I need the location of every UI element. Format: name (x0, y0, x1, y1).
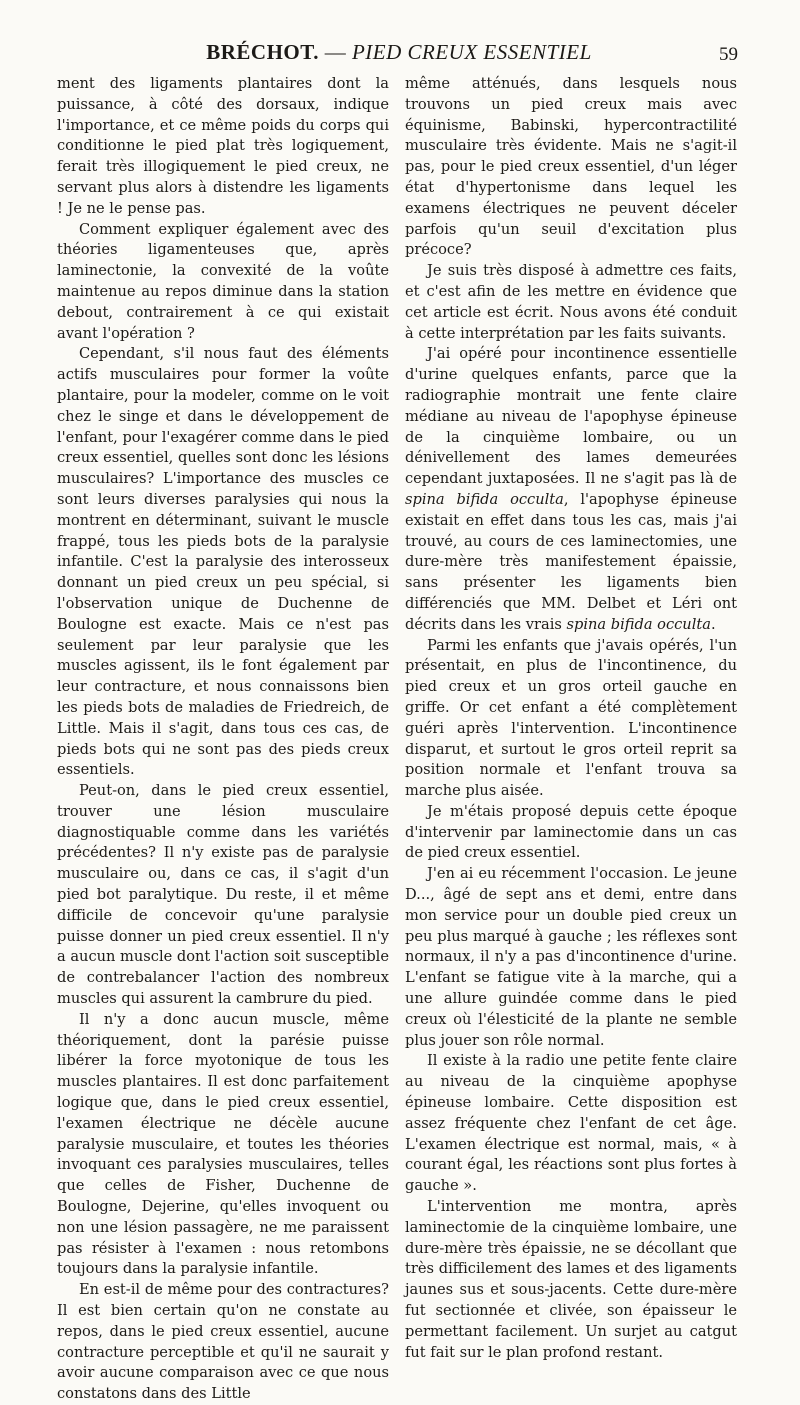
text-run: même atténués, dans lesquels nous trouvons un pied creux mais avec équinisme, Babinski, hypercontractilité musculaire très évidente. Mais ne s'agit-il pas, pour le pied creux essentiel, d'un léger état d'hypertonisme dans lequel les examens électriques ne peuvent déceler parfois qu'un seuil d'excitation plus précoce? (405, 75, 737, 259)
paragraph (57, 1010, 389, 1280)
paragraph (57, 781, 389, 1010)
text-run: Comment expliquer également avec des théories ligamenteuses que, après laminectonie, la convexité de la voûte maintenue au repos diminue dans la station debout, contrairement à ce qui existait avant l'opération ? (57, 220, 389, 342)
text-run: Il existe à la radio une petite fente claire au niveau de la cinquième apophyse épineuse lombaire. Cette disposition est assez fréquente chez l'enfant de cet âge. L'examen électrique est normal, mais, « à courant égal, les réactions sont plus fortes à gauche ». (405, 1052, 737, 1195)
paragraph (405, 74, 737, 261)
header-author: BRÉCHOT. (206, 40, 319, 64)
text-run: Je m'étais proposé depuis cette époque d'intervenir par laminectomie dans un cas de pied creux essentiel. (405, 802, 737, 862)
page-number: 59 (719, 44, 738, 65)
text-run: J'ai opéré pour incontinence essentielle d'urine quelques enfants, parce que la radiographie montrait une fente claire médiane au niveau de l'apophyse épineuse de la cinquième lombaire, ou un dénivellement des lames demeurées cependant juxtaposées. Il ne s'agit pas là de (405, 345, 737, 488)
text-run: ment des ligaments plantaires dont la puissance, à côté des dorsaux, indique l'importance, et ce même poids du corps qui conditionne le pied plat très logiquement, ferait très illogiquement le pied creux, ne servant plus alors à distendre les ligaments ! Je ne le pense pas. (57, 75, 389, 217)
text-run: En est-il de même pour des contractures? Il est bien certain qu'on ne constate au repos, dans le pied creux essentiel, aucune contracture perceptible et qu'il ne saurait y avoir aucune comparaison avec ce que nous constatons dans des Little (57, 1281, 389, 1403)
text-run: , l'apophyse épineuse existait en effet dans tous les cas, mais j'ai trouvé, au cours de ces laminectomies, une dure-mère très manifestement épaissie, sans présenter les ligaments bien différenciés que MM. Delbet et Léri ont décrits dans les vrais (405, 490, 737, 633)
right-column (405, 74, 737, 1363)
latin-term: spina bifida occulta (566, 615, 711, 633)
paragraph (57, 220, 389, 345)
text-run: Peut-on, dans le pied creux essentiel, trouver une lésion musculaire diagnostiquable comme dans les variétés précédentes? Il n'y existe pas de paralysie musculaire ou, dans ce cas, il s'agit d'un pied bot paralytique. Du reste, il et même difficile de concevoir qu'une paralysie puisse donner un pied creux essentiel. Il n'y a aucun muscle dont l'action soit susceptible de contrebalancer l'action des nombreux muscles qui assurent la cambrure du pied. (57, 782, 389, 1008)
paragraph (405, 864, 737, 1051)
text-run: Parmi les enfants que j'avais opérés, l'un présentait, en plus de l'incontinence, du pied creux et un gros orteil gauche en griffe. Or cet enfant a été complètement guéri après l'intervention. L'incontinence disparut, et surtout le gros orteil reprit sa position normale et l'enfant trouva sa marche plus aisée. (405, 636, 737, 800)
left-column (57, 74, 389, 1405)
text-run: L'intervention me montra, après laminectomie de la cinquième lombaire, une dure-mère très épaissie, ne se décollant que très difficilement des lames et des ligaments jaunes sus et sous-jacents. Cette dure-mère fut sectionnée et clivée, son épaisseur le permettant facilement. Un surjet au catgut fut fait sur le plan profond restant. (405, 1198, 737, 1361)
text-run: Je suis très disposé à admettre ces faits, et c'est afin de les mettre en évidence que cet article est écrit. Nous avons été conduit à cette interprétation par les faits suivants. (405, 262, 737, 342)
paragraph (405, 261, 737, 344)
text-run: Cependant, s'il nous faut des éléments actifs musculaires pour former la voûte plantaire, pour la modeler, comme on le voit chez le singe et dans le développement de l'enfant, pour l'exagérer comme dans le pied creux essentiel, quelles sont donc les lésions musculaires? L'importance des muscles ce sont leurs diverses paralysies qui nous la montrent en déterminant, suivant le muscle frappé, tous les pieds bots de la paralysie infantile. C'est la paralysie des interosseux donnant un pied creux un peu spécial, si l'observation unique de Duchenne de Boulogne est exacte. Mais ce n'est pas seulement par leur paralysie que les muscles agissent, ils le font également par leur contracture, et nous connaissons bien les pieds bots de maladies de Friedreich, de Little. Mais il s'agit, dans tous ces cas, de pieds bots qui ne sont pas des pieds creux essentiels. (57, 345, 389, 779)
paragraph (405, 1197, 737, 1363)
header-separator: — (318, 40, 352, 64)
header-title: PIED CREUX ESSENTIEL (351, 40, 592, 64)
latin-term: spina bifida occulta (405, 490, 564, 508)
paragraph (405, 636, 737, 802)
text-run: Il n'y a donc aucun muscle, même théoriquement, dont la parésie puisse libérer la force myotonique de tous les muscles plantaires. Il est donc parfaitement logique que, dans le pied creux essentiel, l'examen électrique ne décèle aucune paralysie musculaire, et toutes les théories invoquant ces paralysies musculaires, telles que celles de Fisher, Duchenne de Boulogne, Dejerine, qu'elles invoquent ou non une lésion passagère, ne me paraissent pas résister à l'examen : nous retombons toujours dans la paralysie infantile. (57, 1010, 389, 1278)
paragraph (405, 802, 737, 864)
running-header (58, 40, 740, 70)
paragraph (405, 344, 737, 635)
paragraph (57, 1280, 389, 1405)
paragraph (405, 1051, 737, 1197)
paragraph (57, 344, 389, 781)
paragraph (57, 74, 389, 220)
text-run: J'en ai eu récemment l'occasion. Le jeune D..., âgé de sept ans et demi, entre dans mon service pour un double pied creux un peu plus marqué à gauche ; les réflexes sont normaux, il n'y a pas d'incontinence d'urine. L'enfant se fatigue vite à la marche, qui a une allure guindée comme dans le pied creux où l'élesticité de la plante ne semble plus jouer son rôle normal. (405, 865, 737, 1049)
text-run: . (710, 615, 716, 633)
